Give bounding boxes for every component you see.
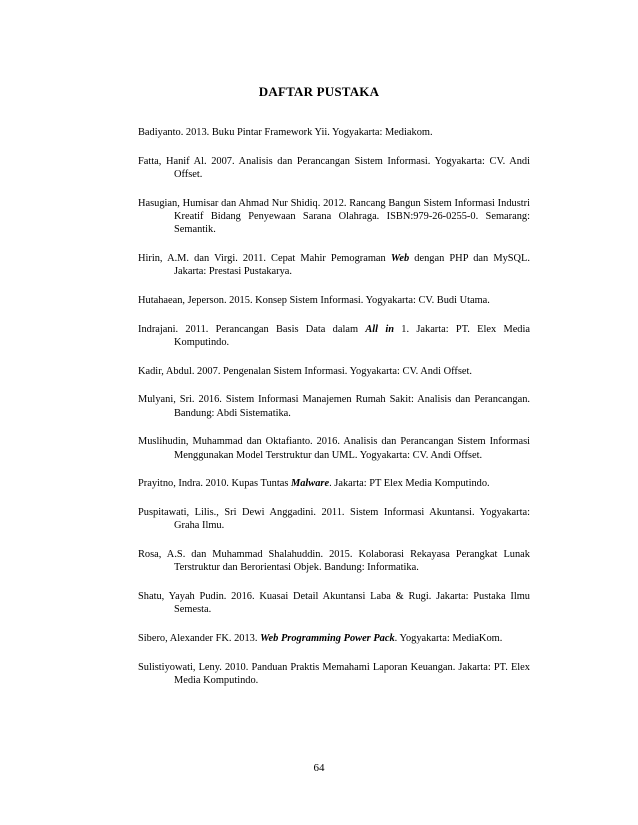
reference-item <box>138 365 530 378</box>
reference-item <box>138 197 530 237</box>
reference-text: Indrajani. 2011. Perancangan Basis Data dalam <box>138 323 366 335</box>
reference-emphasis: Malware <box>290 478 330 490</box>
reference-text: Hasugian, Humisar dan Ahmad Nur Shidiq. 2012. Rancang Bangun Sistem Informasi Industri Kreatif Bidang Penyewaan Sarana Olahraga. ISBN:979-26-0255-0. Semarang: Semantik. <box>138 197 530 236</box>
reference-text: Prayitno, Indra. 2010. Kupas Tuntas <box>138 478 291 490</box>
reference-list <box>138 126 530 687</box>
reference-text: Mulyani, Sri. 2016. Sistem Informasi Manajemen Rumah Sakit: Analisis dan Perancangan. Bandung: Abdi Sistematika. <box>138 394 530 419</box>
reference-emphasis: All in <box>365 323 394 335</box>
reference-item <box>138 323 530 350</box>
reference-text: Sulistiyowati, Leny. 2010. Panduan Praktis Memahami Laporan Keuangan. Jakarta: PT. Elex Media Komputindo. <box>138 661 530 686</box>
reference-text: . Yogyakarta: MediaKom. <box>394 632 503 644</box>
reference-text: Hutahaean, Jeperson. 2015. Konsep Sistem Informasi. Yogyakarta: CV. Budi Utama. <box>138 294 490 306</box>
reference-item <box>138 477 530 490</box>
reference-item <box>138 661 530 688</box>
reference-item <box>138 393 530 420</box>
reference-text: Puspitawati, Lilis., Sri Dewi Anggadini. 2011. Sistem Informasi Akuntansi. Yogyakarta: Graha Ilmu. <box>138 506 530 532</box>
reference-text: Kadir, Abdul. 2007. Pengenalan Sistem Informasi. Yogyakarta: CV. Andi Offset. <box>138 365 472 377</box>
reference-item <box>138 548 530 575</box>
reference-text: Hirin, A.M. dan Virgi. 2011. Cepat Mahir Pemograman <box>138 252 391 264</box>
reference-text: dengan PHP dan MySQL. Jakarta: Prestasi Pustakarya. <box>174 252 530 278</box>
reference-item <box>138 126 530 139</box>
reference-text: Shatu, Yayah Pudin. 2016. Kuasai Detail Akuntansi Laba & Rugi. Jakarta: Pustaka Ilmu Semesta. <box>138 590 530 616</box>
reference-text: 1. Jakarta: PT. Elex Media Komputindo. <box>174 323 531 348</box>
reference-item <box>138 155 530 182</box>
page-number: 64 <box>313 762 325 774</box>
reference-text: Rosa, A.S. dan Muhammad Shalahuddin. 2015. Kolaborasi Rekayasa Perangkat Lunak Terstruktur dan Berorientasi Objek. Bandung: Informatika. <box>138 548 530 574</box>
page-title: DAFTAR PUSTAKA <box>258 84 380 99</box>
reference-item <box>138 506 530 533</box>
reference-item <box>138 590 530 617</box>
reference-emphasis: Web Programming Power Pack <box>260 632 395 644</box>
reference-item <box>138 435 530 462</box>
reference-text: Muslihudin, Muhammad dan Oktafianto. 2016. Analisis dan Perancangan Sistem Informasi Menggunakan Model Terstruktur dan UML. Yogyakarta: CV. Andi Offset. <box>138 436 530 461</box>
reference-text: . Jakarta: PT Elex Media Komputindo. <box>329 478 490 490</box>
reference-emphasis: Web <box>390 252 410 264</box>
reference-text: Badiyanto. 2013. Buku Pintar Framework Yii. Yogyakarta: Mediakom. <box>138 127 433 138</box>
reference-item <box>138 252 530 279</box>
reference-item <box>138 294 530 307</box>
reference-text: Fatta, Hanif Al. 2007. Analisis dan Perancangan Sistem Informasi. Yogyakarta: CV. Andi Offset. <box>138 155 530 180</box>
reference-text: Sibero, Alexander FK. 2013. <box>138 632 261 644</box>
reference-item <box>138 632 530 645</box>
